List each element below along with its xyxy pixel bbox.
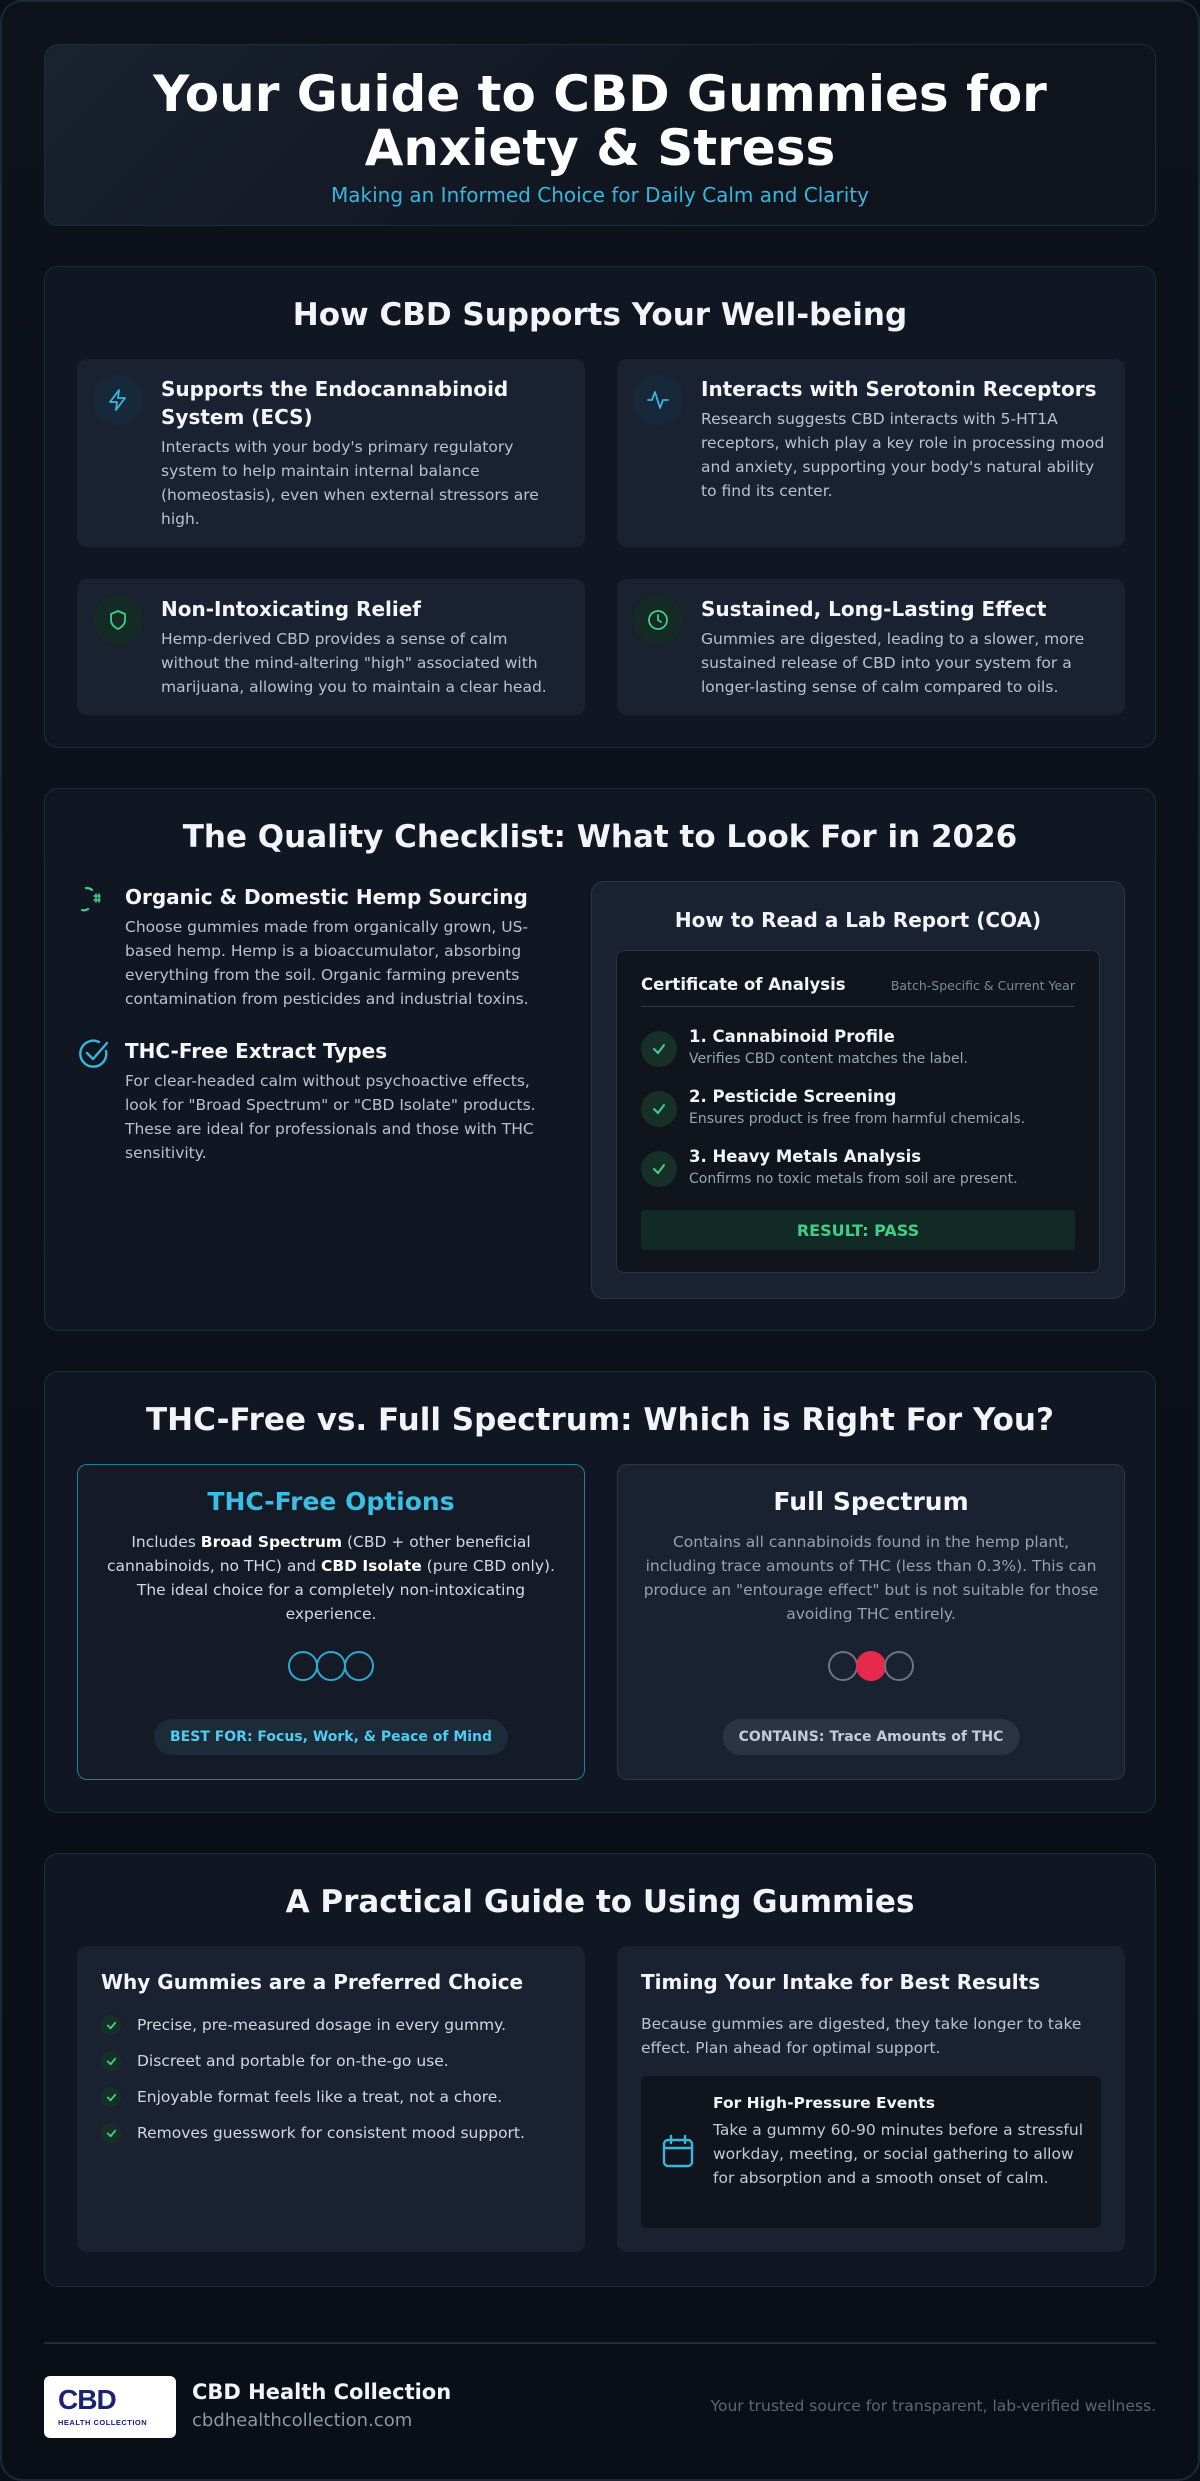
molecule-dots	[78, 1651, 584, 1681]
dot	[884, 1651, 914, 1681]
feature-text: Research suggests CBD interacts with 5-HT1A receptors, which play a key role in processing mood and anxiety, supporting your body's natural ability to find its center.	[701, 410, 1105, 500]
calendar-icon	[659, 2132, 697, 2170]
pulse-icon	[633, 375, 683, 425]
event-text: Take a gummy 60-90 minutes before a stressful workday, meeting, or social gathering to allow for absorption and a smooth onset of calm.	[713, 2121, 1084, 2187]
compare-section	[44, 1371, 1156, 1813]
molecule-dots	[618, 1651, 1124, 1681]
wellbeing-section	[44, 266, 1156, 748]
leaf-icon	[77, 883, 111, 917]
brand-logo[interactable]	[44, 2376, 176, 2438]
coa-row	[641, 1147, 1075, 1197]
dot	[828, 1651, 858, 1681]
quality-item-text: For clear-headed calm without psychoactive effects, look for "Broad Spectrum" or "CBD Isolate" products. These are ideal for professionals and those with THC sensitivity.	[125, 1072, 536, 1162]
coa-row-desc: Confirms no toxic metals from soil are present.	[689, 1171, 1018, 1187]
logo-subtext: HEALTH COLLECTION	[58, 2418, 148, 2427]
section-title: A Practical Guide to Using Gummies	[285, 1884, 915, 1920]
list-item-text: Removes guesswork for consistent mood support.	[137, 2124, 525, 2142]
footer-tagline: Your trusted source for transparent, lab-verified wellness.	[710, 2397, 1156, 2415]
feature-title: Interacts with Serotonin Receptors	[701, 377, 1097, 401]
hero-banner	[44, 44, 1156, 226]
practical-section	[44, 1853, 1156, 2287]
list-item	[101, 2014, 569, 2038]
logo-mark: CBD	[58, 2384, 116, 2415]
lightning-icon	[93, 375, 143, 425]
check-icon	[101, 2087, 121, 2107]
feature-card-sustained	[617, 579, 1125, 715]
feature-card-serotonin	[617, 359, 1125, 547]
list-item	[101, 2122, 569, 2146]
feature-card-non-intoxicating	[77, 579, 585, 715]
quality-section	[44, 788, 1156, 1331]
shield-icon	[93, 595, 143, 645]
option-text: Includes Broad Spectrum (CBD + other beneficial cannabinoids, no THC) and CBD Isolate (pure CBD only). The ideal choice for a completely non-intoxicating experience.	[107, 1533, 555, 1623]
option-text: Contains all cannabinoids found in the hemp plant, including trace amounts of THC (less than 0.3%). This can produce an "entourage effect" but is not suitable for those avoiding THC entirely.	[643, 1533, 1099, 1623]
option-title: THC-Free Options	[207, 1487, 455, 1516]
coa-row-title: 3. Heavy Metals Analysis	[689, 1147, 922, 1166]
list-item	[101, 2086, 569, 2110]
brand-domain-link[interactable]: cbdhealthcollection.com	[192, 2410, 413, 2431]
certificate-card	[616, 950, 1100, 1273]
section-title: THC-Free vs. Full Spectrum: Which is Right For You?	[146, 1402, 1054, 1438]
feature-title: Sustained, Long-Lasting Effect	[701, 597, 1047, 621]
event-title: For High-Pressure Events	[713, 2094, 935, 2112]
check-icon	[641, 1091, 677, 1127]
feature-card-ecs	[77, 359, 585, 547]
check-icon	[641, 1031, 677, 1067]
feature-title: Supports the Endocannabinoid System (ECS)	[161, 377, 509, 429]
card-title: Timing Your Intake for Best Results	[641, 1970, 1041, 1994]
dot	[316, 1651, 346, 1681]
page-subtitle: Making an Informed Choice for Daily Calm and Clarity	[331, 183, 869, 207]
coa-heading: How to Read a Lab Report (COA)	[674, 908, 1042, 932]
timing-card	[617, 1946, 1125, 2252]
section-title: The Quality Checklist: What to Look For in 2026	[182, 819, 1018, 855]
option-title: Full Spectrum	[773, 1487, 969, 1516]
certificate-title: Certificate of Analysis	[641, 975, 846, 994]
certificate-header	[641, 975, 1075, 1007]
card-title: Why Gummies are a Preferred Choice	[101, 1970, 524, 1994]
coa-row	[641, 1027, 1075, 1077]
result-badge: RESULT: PASS	[641, 1210, 1075, 1250]
event-callout	[641, 2076, 1101, 2228]
page-title: Your Guide to CBD Gummies for Anxiety & Stress	[153, 65, 1047, 177]
feature-text: Hemp-derived CBD provides a sense of calm without the mind-altering "high" associated with marijuana, allowing you to maintain a clear head.	[161, 630, 547, 696]
feature-text: Interacts with your body's primary regulatory system to help maintain internal balance (homeostasis), even when external stressors are high.	[161, 438, 539, 528]
check-icon	[641, 1151, 677, 1187]
coa-row-title: 1. Cannabinoid Profile	[689, 1027, 895, 1046]
thc-dot	[856, 1651, 886, 1681]
list-item-text: Enjoyable format feels like a treat, not a chore.	[137, 2088, 503, 2106]
coa-row-desc: Verifies CBD content matches the label.	[689, 1051, 968, 1067]
check-circle-icon	[77, 1037, 111, 1071]
coa-row	[641, 1087, 1075, 1137]
thc-free-card	[77, 1464, 585, 1780]
feature-title: Non-Intoxicating Relief	[161, 597, 421, 621]
list-item-text: Discreet and portable for on-the-go use.	[137, 2052, 449, 2070]
coa-row-desc: Ensures product is free from harmful chemicals.	[689, 1111, 1026, 1127]
best-for-pill: BEST FOR: Focus, Work, & Peace of Mind	[154, 1719, 508, 1755]
check-icon	[101, 2015, 121, 2035]
dot	[344, 1651, 374, 1681]
check-icon	[101, 2051, 121, 2071]
timing-intro: Because gummies are digested, they take longer to take effect. Plan ahead for optimal support.	[641, 2015, 1082, 2057]
quality-item-title: THC-Free Extract Types	[125, 1039, 388, 1063]
contains-pill: CONTAINS: Trace Amounts of THC	[723, 1719, 1020, 1755]
coa-panel	[591, 881, 1125, 1299]
batch-label: Batch-Specific & Current Year	[890, 978, 1075, 993]
quality-item-text: Choose gummies made from organically grown, US-based hemp. Hemp is a bioaccumulator, absorbing everything from the soil. Organic farming prevents contamination from pesticides and industrial toxins.	[125, 918, 529, 1008]
coa-row-title: 2. Pesticide Screening	[689, 1087, 897, 1106]
clock-icon	[633, 595, 683, 645]
list-item	[101, 2050, 569, 2074]
feature-text: Gummies are digested, leading to a slower, more sustained release of CBD into your system for a longer-lasting sense of calm compared to oils.	[701, 630, 1085, 696]
why-gummies-card	[77, 1946, 585, 2252]
quality-item-thc-free	[77, 1037, 557, 1167]
quality-item-title: Organic & Domestic Hemp Sourcing	[125, 885, 528, 909]
check-icon	[101, 2123, 121, 2143]
brand-name: CBD Health Collection	[192, 2380, 452, 2404]
dot	[288, 1651, 318, 1681]
quality-item-hemp	[77, 883, 557, 1013]
list-item-text: Precise, pre-measured dosage in every gummy.	[137, 2016, 507, 2034]
section-title: How CBD Supports Your Well-being	[292, 297, 908, 333]
full-spectrum-card	[617, 1464, 1125, 1780]
footer-divider	[44, 2342, 1156, 2344]
